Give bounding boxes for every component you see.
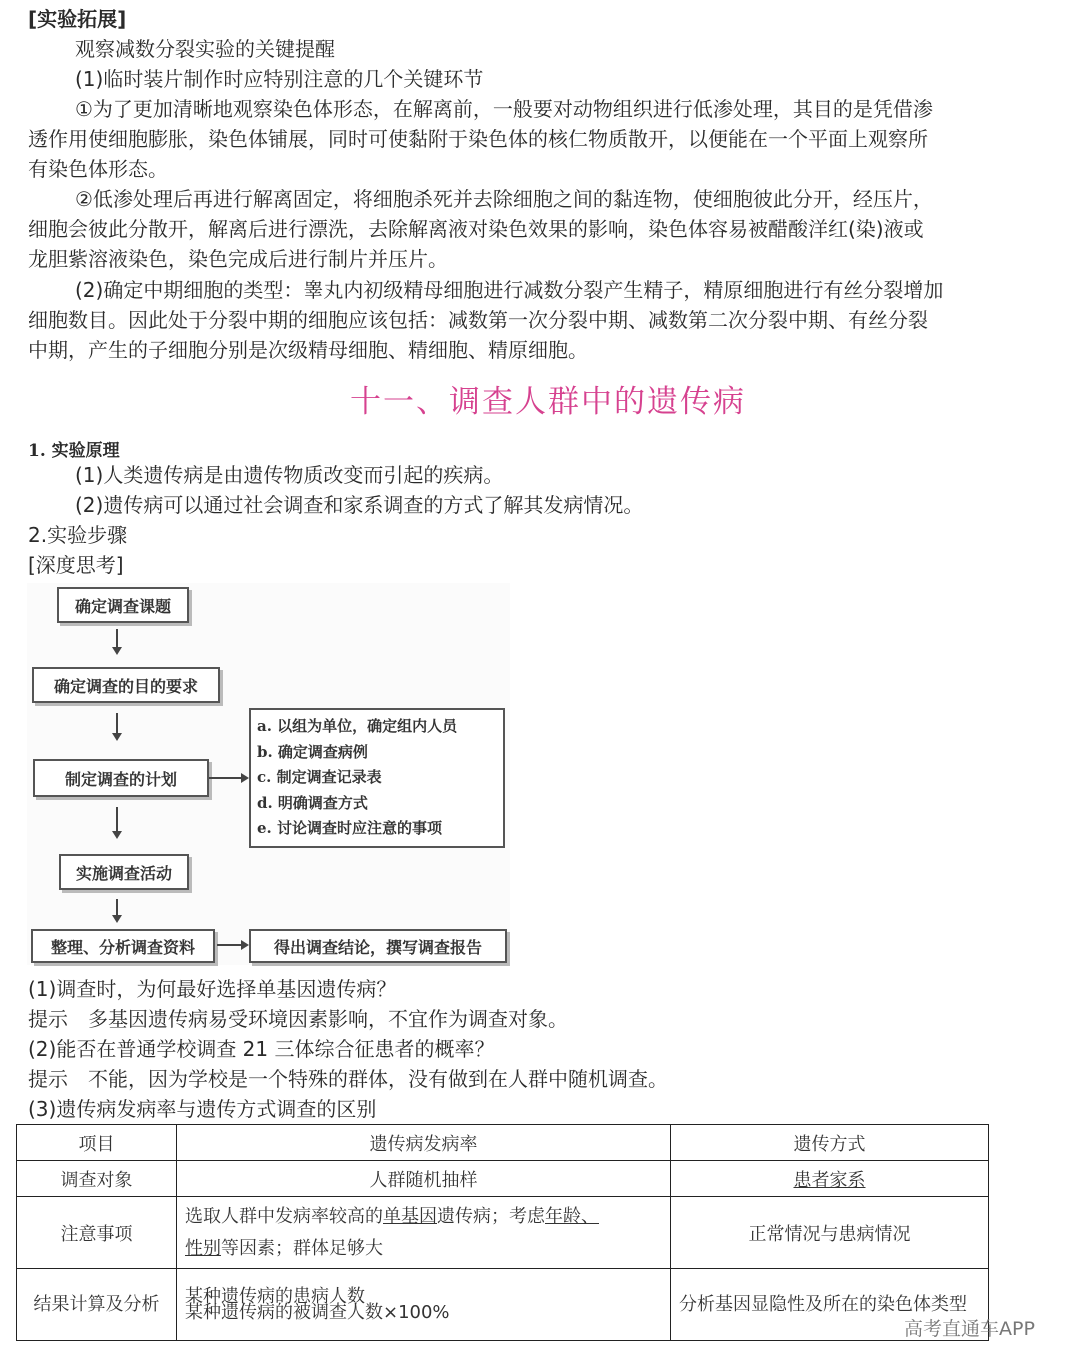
flow-arrow-down xyxy=(116,713,118,739)
plan-detail-box xyxy=(249,708,505,848)
formula-denominator: 某种遗传病的被调查人数×100% xyxy=(185,1301,450,1323)
table-cell: 人群随机抽样 xyxy=(177,1161,671,1197)
table-cell-notes xyxy=(177,1197,671,1269)
question-1: (1)调查时，为何最好选择单基因遗传病？ xyxy=(28,977,397,1001)
flow-arrow-down xyxy=(116,807,118,837)
watermark: 高考直通车APP xyxy=(904,1318,1035,1340)
table-row xyxy=(17,1269,989,1341)
table-cell: 正常情况与患病情况 xyxy=(671,1197,989,1269)
plan-item: b. 确定调查病例 xyxy=(257,742,368,761)
flow-box-goal: 确定调查的目的要求 xyxy=(32,667,220,703)
comparison-table xyxy=(16,1124,989,1341)
plan-item: c. 制定调查记录表 xyxy=(257,768,382,786)
flow-box-topic: 确定调查课题 xyxy=(57,587,189,623)
plan-item: a. 以组为单位，确定组内人员 xyxy=(257,717,458,735)
chapter-title: 十一、调查人群中的遗传病 xyxy=(350,384,746,420)
question-3: (3)遗传病发病率与遗传方式调查的区别 xyxy=(28,1097,377,1121)
table-cell: 分析基因显隐性及所在的染色体类型 xyxy=(671,1269,989,1341)
answer-2: 提示 不能，因为学校是一个特殊的群体，没有做到在人群中随机调查。 xyxy=(28,1067,668,1091)
flow-box-conclusion: 得出调查结论，撰写调查报告 xyxy=(249,929,507,963)
notes-underlined: 单基因 xyxy=(383,1205,437,1227)
notes-text: 遗传病；考虑 xyxy=(437,1205,545,1227)
principle-item1: (1)人类遗传病是由遗传物质改变而引起的疾病。 xyxy=(75,463,504,487)
flow-arrow-right xyxy=(209,777,247,779)
principle-heading: 1. 实验原理 xyxy=(28,441,120,461)
table-header-cell: 项目 xyxy=(17,1125,177,1161)
para2-line2: 细胞会彼此分散开，解离后进行漂洗，去除解离液对染色效果的影响，染色体容易被醋酸洋红(染)液或 xyxy=(28,217,924,241)
para1-line2: 透作用使细胞膨胀，染色体铺展，同时可使黏附于染色体的核仁物质散开，以便能在一个平面上观察所 xyxy=(28,127,928,151)
expand-line1: 观察减数分裂实验的关键提醒 xyxy=(75,37,335,61)
table-cell: 调查对象 xyxy=(17,1161,177,1197)
table-cell-formula xyxy=(177,1269,671,1341)
para3-line2: 细胞数目。因此处于分裂中期的细胞应该包括：减数第一次分裂中期、减数第二次分裂中期、有丝分裂 xyxy=(28,308,928,332)
table-header-cell: 遗传方式 xyxy=(671,1125,989,1161)
formula xyxy=(185,1287,450,1323)
steps-heading: 2.实验步骤 xyxy=(28,523,128,547)
para1-line3: 有染色体形态。 xyxy=(28,157,168,181)
table-row xyxy=(17,1161,989,1197)
answer-1: 提示 多基因遗传病易受环境因素影响，不宜作为调查对象。 xyxy=(28,1007,568,1031)
para3-line3: 中期，产生的子细胞分别是次级精母细胞、精细胞、精原细胞。 xyxy=(28,338,588,362)
flow-box-implement: 实施调查活动 xyxy=(59,854,189,890)
table-header-cell: 遗传病发病率 xyxy=(177,1125,671,1161)
flow-box-plan: 制定调查的计划 xyxy=(33,759,209,797)
notes-underlined: 年龄、 xyxy=(545,1205,599,1227)
flow-arrow-right xyxy=(217,944,247,946)
para1-line1: ①为了更加清晰地观察染色体形态，在解离前，一般要对动物组织进行低渗处理，其目的是凭借渗 xyxy=(75,97,933,121)
formula-numerator: 某种遗传病的患病人数 xyxy=(185,1285,365,1307)
table-header-row xyxy=(17,1125,989,1161)
table-cell: 注意事项 xyxy=(17,1197,177,1269)
flow-box-analyze: 整理、分析调查资料 xyxy=(31,929,215,963)
deep-think-label: [深度思考] xyxy=(28,553,124,577)
para3-line1: (2)确定中期细胞的类型：睾丸内初级精母细胞进行减数分裂产生精子，精原细胞进行有丝分裂增加 xyxy=(75,278,944,302)
notes-text: 选取人群中发病率较高的 xyxy=(185,1205,383,1227)
expand-heading: [实验拓展] xyxy=(28,7,127,31)
para2-line3: 龙胆紫溶液染色，染色完成后进行制片并压片。 xyxy=(28,247,448,271)
expand-line2: (1)临时装片制作时应特别注意的几个关键环节 xyxy=(75,67,484,91)
para2-line1: ②低渗处理后再进行解离固定，将细胞杀死并去除细胞之间的黏连物，使细胞彼此分开，经压片， xyxy=(75,187,933,211)
survey-flowchart xyxy=(27,583,510,965)
notes-text: 等因素；群体足够大 xyxy=(221,1237,383,1259)
flow-arrow-down xyxy=(116,629,118,653)
question-2: (2)能否在普通学校调查 21 三体综合征患者的概率？ xyxy=(28,1037,495,1061)
table-cell: 结果计算及分析 xyxy=(17,1269,177,1341)
table-cell: 患者家系 xyxy=(671,1161,989,1197)
plan-item: e. 讨论调查时应注意的事项 xyxy=(257,819,442,837)
table-row xyxy=(17,1197,989,1269)
principle-item2: (2)遗传病可以通过社会调查和家系调查的方式了解其发病情况。 xyxy=(75,493,644,517)
notes-underlined: 性别 xyxy=(185,1237,221,1259)
flow-arrow-down xyxy=(116,899,118,921)
plan-item: d. 明确调查方式 xyxy=(257,793,368,812)
